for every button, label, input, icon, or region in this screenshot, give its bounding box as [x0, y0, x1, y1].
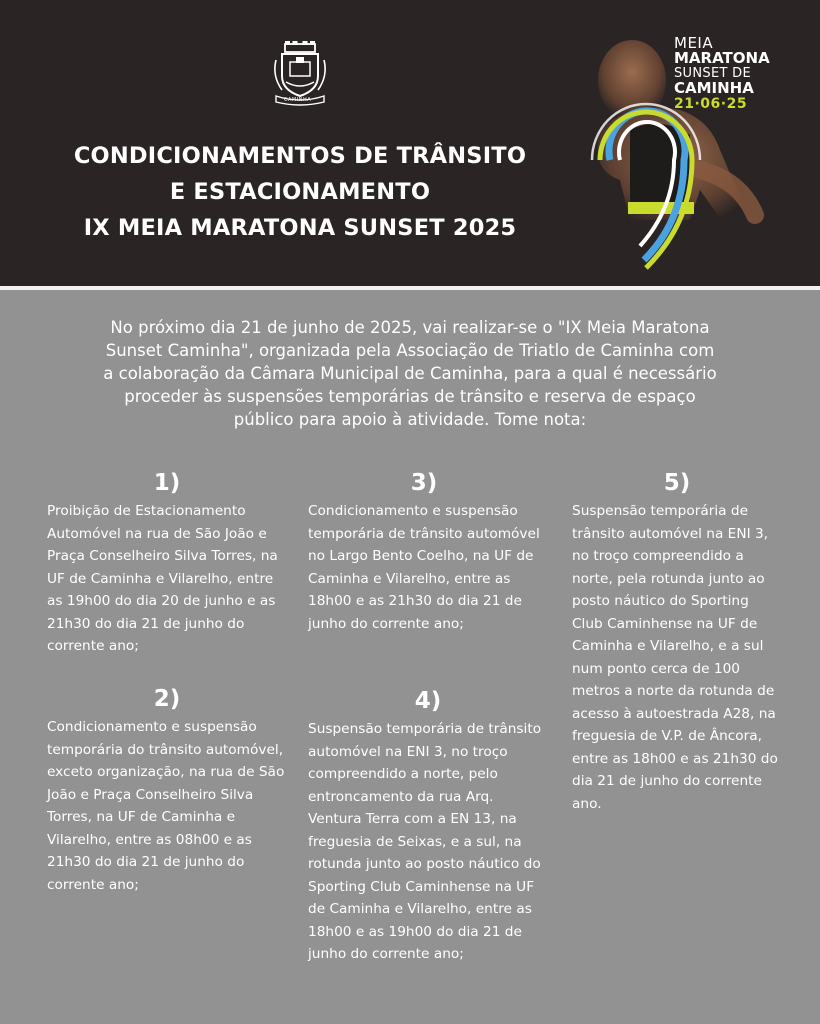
- title-line-3: IX MEIA MARATONA SUNSET 2025: [83, 215, 517, 241]
- restriction-number: 2): [153, 686, 181, 712]
- title-line-2: E ESTACIONAMENTO: [169, 179, 431, 205]
- event-logo-line-3: SUNSET DE: [674, 66, 751, 81]
- restriction-number: 5): [663, 470, 691, 496]
- restriction-text: Condicionamento e suspensão temporária do trânsito automóvel, exceto organização, na rua de São João e Praça Conselheiro Silva Torres, na UF de Caminha e Vilarelho, entre as 08h00 e as 21h30 do dia 21 de junho do corrente ano;: [47, 719, 285, 893]
- restriction-item-4: [308, 686, 548, 966]
- crest-label: CAMINHA: [284, 97, 312, 103]
- header-banner: [0, 0, 820, 286]
- restriction-item-5: [572, 468, 782, 815]
- restriction-text: Suspensão temporária de trânsito automóvel na ENI 3, no troço compreendido a norte, pelo entroncamento da rua Arq. Ventura Terra com a EN 13, na freguesia de Seixas, e a sul, na rotunda junto ao posto náutico do Sporting Club Caminhense na UF de Caminha e Vilarelho, entre as 18h00 e as 19h00 do dia 21 de junho do corrente ano;: [308, 721, 542, 962]
- restriction-number: 1): [153, 470, 181, 496]
- restriction-text: Proibição de Estacionamento Automóvel na rua de São João e Praça Conselheiro Silva Torres, na UF de Caminha e Vilarelho, entre as 19h00 do dia 20 de junho e as 21h30 do dia 21 de junho do corrente ano;: [47, 503, 278, 654]
- restriction-item-2: [47, 684, 287, 896]
- event-logo-line-1: MEIA: [674, 34, 714, 52]
- restriction-item-1: [47, 468, 287, 658]
- event-logo-line-4: CAMINHA: [674, 79, 754, 97]
- page-title: [60, 138, 540, 246]
- restriction-number: 4): [414, 688, 442, 714]
- restriction-text: Suspensão temporária de trânsito automóvel na ENI 3, no troço compreendido a norte, pela rotunda junto ao posto náutico do Sporting Club Caminhense na UF de Caminha e Vilarelho, e a sul num ponto cerca de 100 metros a norte da rotunda de acesso à autoestrada A28, na freguesia de V.P. de Âncora, entre as 18h00 e as 21h30 do dia 21 de junho do corrente ano.: [572, 503, 778, 812]
- title-line-1: CONDICIONAMENTOS DE TRÂNSITO: [73, 143, 527, 169]
- restriction-text: Condicionamento e suspensão temporária de trânsito automóvel no Largo Bento Coelho, na UF de Caminha e Vilarelho, entre as 18h00 e as 21h30 do dia 21 de junho do corrente ano;: [308, 503, 540, 632]
- restriction-item-3: [308, 468, 540, 635]
- event-logo-line-2: MARATONA: [674, 49, 770, 67]
- event-date: 21·06·25: [674, 96, 748, 112]
- event-logo: [674, 36, 804, 113]
- restriction-number: 3): [410, 470, 438, 496]
- intro-paragraph: No próximo dia 21 de junho de 2025, vai realizar-se o "IX Meia Maratona Sunset Caminha", organizada pela Associação de Triatlo de Caminha com a colaboração da Câmara Municipal de Caminha, para a qual é necessário proceder às suspensões temporárias de trânsito e reserva de espaço público para apoio à atividade. Tome nota:: [103, 318, 717, 429]
- header-divider: [0, 286, 820, 290]
